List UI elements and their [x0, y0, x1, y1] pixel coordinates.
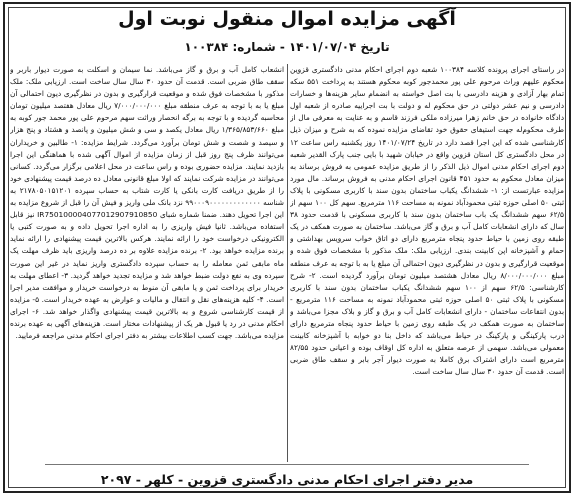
column-divider: [287, 64, 288, 462]
signature-rule: [45, 464, 529, 465]
notice-column-left: [10, 64, 284, 464]
notice-column-left-text: انشعاب کامل آب و برق و گاز می‌باشد. نما سیمان و اسکلت به صورت دیوار باربر و سقف طاق ضربی است. قدمت آن حدود ۳۰ سال سال ساخت است. ارزیابی ملک: ملک مذکور با مشخصات فوق شده و موقعیت قرارگیری و بدون در نظرگیری دیون احتمالی آن مبلغ یا به با توجه به عرف منطقه مبلغ ۷/۰۰۰/۰۰۰/۰۰۰ ریال معادل هفتصد میلیون تومان محاسبه گردیده و با توجه به برگه انحصار وراثت سهم مرحوم علی پور محمد جور کوبه به مبلغ ۱/۳۶۵/۸۵۳/۶۶۰ ریال معادل یکصد و سی و شش میلیون و پانصد و هشتاد و پنج هزار و سیصد و شصت و شش تومان برآورد می‌گردد. شرایط مزایده: ۱- طالبین و خریداران می‌توانند ظرف پنج روز قبل از زمان مزایده از اموال آگهی شده با هماهنگی این اجرا بازدید نمایند. مزایده حضوری بوده و راس ساعت در محل اعلامی برگزار می‌گردد. کسانی می‌توانند در مزایده شرکت نمایند که اولا مبلغ قانونی معادل ده درصد قیمت پیشنهادی خود را از طریق دریافت کارت بانکی یا کارت شتاب به حساب سپرده ۲۱۷۸۰۵۰۱۵۱۲۰۱ به شناسه ۹۹۰۰۰۹۰۰۰۰۰۰۰۰۰۰۰۰۰ نزد بانک ملی واریز و فیش آن را قبل از شروع مزایده به این اجرا تحویل دهند. ضمنا شماره شبای IR750100004077012907910850 نیز قابل استفاده می‌باشد. ثانیا فیش واریزی را به اداره اجرا تحویل داده و به صورت کتبی یا الکترونیکی درخواست خود را ارائه نمایند. هرکس بالاترین قیمت پیشنهادی را ارائه نماید برنده مزایده خواهد بود. ۲- برنده مزایده علاوه بر ده درصد واریزی باید ظرف مهلت یک ماه مابقی ثمن معامله را به حساب سپرده دادگستری واریز نماید در غیر این صورت سپرده وی به نفع دولت ضبط خواهد شد و مزایده تجدید خواهد گردید. ۳- اعطای مهلت به خریدار برای پرداخت ثمن و یا مابقی آن منوط به درخواست خریدار و موافقت مدیر اجرا است. ۴- کلیه هزینه‌های نقل و انتقال و مالیات و عوارض به عهده خریدار است. ۵- مزایده از قیمت کارشناسی شروع و به بالاترین قیمت پیشنهادی واگذار خواهد شد. ۶- اجرای احکام مدنی در رد یا قبول هر یک از پیشنهادات مختار است. هزینه‌های آگهی به عهده برنده مزایده می‌باشد. جهت کسب اطلاعات بیشتر به دفتر اجرای احکام مدنی مراجعه فرمایید.: [10, 65, 284, 341]
notice-frame: [3, 2, 571, 493]
notice-signature: مدیر دفتر اجرای احکام مدنی دادگستری قزوین - کلهر - ۲۰۹۷: [100, 472, 474, 487]
notice-column-right: [290, 64, 564, 464]
notice-date-and-number: تاریخ ۱۴۰۱/۰۷/۰۴ - شماره: ۱۰۰۳۸۴: [184, 40, 390, 54]
notice-title: آگهی مزایده اموال منقول نوبت اول: [118, 8, 456, 30]
notice-column-right-text: در راستای اجرای پرونده کلاسه ۱۰۰۳۸۴ شعبه دوم اجرای احکام مدنی دادگستری قزوین محکوم علیهم وراث مرحوم علی پور محمدجور کوبه محکوم هستند به پرداخت ۵۵۱ سکه تمام بهار آزادی و هزینه دادرسی با بت اصل خواسته به انضمام سایر هزینه‌ها و خسارات دادرسی و نیم عشر دولتی در حق محکوم له و دولت با بت اجراییه صادره از شعبه اول دادگاه خانواده در حق خانم زهرا میرزاده ملکی فرزند قاسم و به عنایت به معرفی مال از طرف محکوم‌له جهت استیفای حقوق خود تقاضای مزایده نموده که به شرح و میزان ذیل کارشناسی شده که این اجرا قصد دارد در تاریخ ۱۴۰۱/۰۷/۲۴ روز یکشنبه راس ساعت ۱۲ در محل دادگستری کل استان قزوین واقع در خیابان شهید با بایی جنب پارک القدیر شعبه دوم اجرای احکام مدنی اموال ذیل الذکر را از طریق مزایده عمومی به فروش برساند به میزان معادل محکوم به حدود ۴۵۱ قانون اجرای احکام مدنی به فروش برساند. مال مورد مزایده عبارتست از: ۱- ششدانگ یکباب ساختمان بدون سند با کاربری مسکونی با پلاک ثبتی ۵۰ اصلی حوزه ثبتی محمودآباد نمونه به مساحت ۱۱۶ مترمربع. سهم کل ۱۰۰ سهم از ۶۲/۵ سهم ششدانگ یک باب ساختمان بدون سند با کاربری مسکونی با قدمت حدود ۳۸ سال که دارای انشعابات کامل آب و برق و گاز می‌باشد. ساختمان به صورت همکف در یک طبقه روی زمین با حیاط حدود پنجاه مترمربع دارای دو اتاق خواب سرویس بهداشتی و حمام و آشپزخانه اپن کابینت بندی. ارزیابی ملک: ملک مذکور با مشخصات فوق شده و موقعیت قرارگیری و بدون در نظرگیری دیون احتمالی آن مبلغ یا به با توجه به عرف منطقه مبلغ ۸/۰۰۰/۰۰۰/۰۰۰ ریال معادل هشتصد میلیون تومان برآورد گردیده است. ۲- شرح کارشناسی: ۶۲/۵ سهم از ۱۰۰ سهم ششدانگ یکباب ساختمان بدون سند با کاربری مسکونی با پلاک ثبتی ۵۰ اصلی حوزه ثبتی محمودآباد نمونه به مساحت ۱۱۶ مترمربع - بدون انتفاعات ساختمان - دارای انشعابات کامل آب و برق و گاز و بلاک مجزا می‌باشد و ساختمان به صورت همکف در یک طبقه روی زمین با حیاط حدود پنجاه مترمربع دارای درب پارکینگی و پارکینگ در حیاط می‌باشد که داخل بنا دو خوابه با آشپزخانه کابینت معمولی می‌باشد. سهمی از عرصه متعلق به اداره کل اوقاف بوده و اعیانی حدود ۸۲/۵۵ مترمربع است دارای اشتراک برق کاملا به صورت دیوار آجر بابر و سقف طاق ضربی است. قدمت آن حدود ۳۰ سال سال ساخت است.: [290, 65, 564, 377]
